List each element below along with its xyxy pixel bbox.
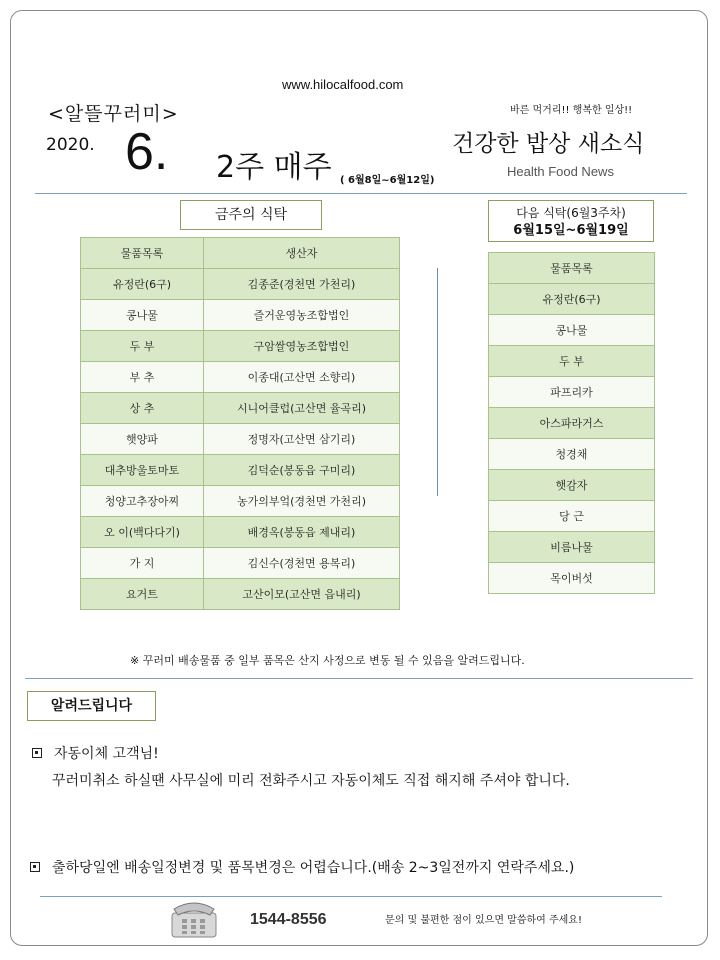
table-row: [489, 470, 655, 501]
producer-cell: 김덕순(봉동읍 구미리): [204, 455, 400, 486]
news-title: 건강한 밥상 새소식: [452, 131, 645, 157]
table-row: [81, 486, 400, 517]
this-week-label: 금주의 식탁: [180, 200, 322, 230]
producer-cell: 배경옥(봉동읍 제내리): [204, 517, 400, 548]
next-item-cell: 파프리카: [489, 377, 655, 408]
item-cell: 가 지: [81, 548, 204, 579]
item-cell: 콩나물: [81, 300, 204, 331]
item-cell: 부 추: [81, 362, 204, 393]
website-url[interactable]: www.hilocalfood.com: [282, 77, 404, 92]
announcement-1-title-text: 자동이체 고객님!: [54, 746, 159, 762]
phone-number[interactable]: 1544-8556: [250, 911, 327, 928]
header-item: 물품목록: [81, 238, 204, 269]
bullet-square-icon: [32, 748, 42, 758]
next-item-cell: 아스파라거스: [489, 408, 655, 439]
header-divider: [35, 193, 687, 194]
delivery-weeks: 2주 매주: [216, 150, 332, 185]
table-row: [81, 331, 400, 362]
table-row: [489, 501, 655, 532]
producer-cell: 즐거운영농조합법인: [204, 300, 400, 331]
delivery-dates: ( 6월8일~6월12일): [340, 175, 435, 186]
table-row: [489, 532, 655, 563]
footer-divider: [40, 896, 662, 897]
next-week-label: [488, 200, 654, 242]
announcement-1-title: [32, 743, 159, 763]
notice-divider: [25, 678, 693, 679]
next-item-cell: 비름나물: [489, 532, 655, 563]
producer-cell: 김종준(경천면 가천리): [204, 269, 400, 300]
producer-cell: 정명자(고산면 삼기리): [204, 424, 400, 455]
next-item-cell: 당 근: [489, 501, 655, 532]
change-notice: ※ 꾸러미 배송물품 중 일부 품목은 산지 사정으로 변동 될 수 있음을 알려드립니다.: [130, 654, 525, 667]
header-producer: 생산자: [204, 238, 400, 269]
issue-month: 6.: [125, 123, 169, 181]
next-item-cell: 청경채: [489, 439, 655, 470]
next-header-item: 물품목록: [489, 253, 655, 284]
table-row: [81, 455, 400, 486]
table-row: [489, 563, 655, 594]
item-cell: 상 추: [81, 393, 204, 424]
slogan: 바른 먹거리!! 행복한 일상!!: [510, 105, 633, 116]
item-cell: 햇양파: [81, 424, 204, 455]
announcement-2: [30, 857, 574, 877]
producer-cell: 농가의부엌(경천면 가천리): [204, 486, 400, 517]
next-item-cell: 유정란(6구): [489, 284, 655, 315]
producer-cell: 김신수(경천면 용복리): [204, 548, 400, 579]
table-row: [81, 424, 400, 455]
table-row: [489, 408, 655, 439]
contact-text: 문의 및 불편한 점이 있으면 말씀하여 주세요!: [385, 915, 582, 926]
item-cell: 오 이(백다다기): [81, 517, 204, 548]
producer-cell: 고산이모(고산면 읍내리): [204, 579, 400, 610]
table-row: [489, 315, 655, 346]
announcement-1-text: 꾸러미취소 하실땐 사무실에 미리 전화주시고 자동이체도 직접 해지해 주셔야 합니다.: [52, 773, 570, 789]
table-row: [489, 284, 655, 315]
brand-name: <알뜰꾸러미>: [48, 103, 179, 125]
table-row: [81, 393, 400, 424]
table-row: [81, 362, 400, 393]
table-row: [81, 548, 400, 579]
producer-cell: 시니어클럽(고산면 율곡리): [204, 393, 400, 424]
next-week-table: [488, 252, 655, 594]
table-row: [81, 517, 400, 548]
item-cell: 청양고추장아찌: [81, 486, 204, 517]
issue-year: 2020.: [46, 135, 95, 155]
item-cell: 유정란(6구): [81, 269, 204, 300]
table-row: [489, 377, 655, 408]
table-row: [489, 439, 655, 470]
column-divider: [437, 268, 438, 496]
table-row: [81, 269, 400, 300]
announcement-label: 알려드립니다: [27, 691, 156, 721]
table-row: [489, 346, 655, 377]
next-week-label-dates: 6월15일~6월19일: [513, 223, 629, 238]
bullet-square-icon: [30, 862, 40, 872]
news-subtitle: Health Food News: [507, 164, 614, 179]
this-week-table: [80, 237, 400, 610]
item-cell: 대추방울토마토: [81, 455, 204, 486]
table-row: [81, 300, 400, 331]
item-cell: 두 부: [81, 331, 204, 362]
producer-cell: 구암쌀영농조합법인: [204, 331, 400, 362]
announcement-2-text: 출하당일엔 배송일정변경 및 품목변경은 어렵습니다.(배송 2~3일전까지 연락주세요.): [52, 860, 575, 876]
table-row: [81, 579, 400, 610]
next-item-cell: 햇감자: [489, 470, 655, 501]
telephone-icon: [168, 895, 220, 941]
producer-cell: 이종대(고산면 소향리): [204, 362, 400, 393]
next-item-cell: 목이버섯: [489, 563, 655, 594]
next-item-cell: 두 부: [489, 346, 655, 377]
item-cell: 요거트: [81, 579, 204, 610]
next-week-label-title: 다음 식탁(6월3주차): [516, 206, 626, 220]
next-item-cell: 콩나물: [489, 315, 655, 346]
